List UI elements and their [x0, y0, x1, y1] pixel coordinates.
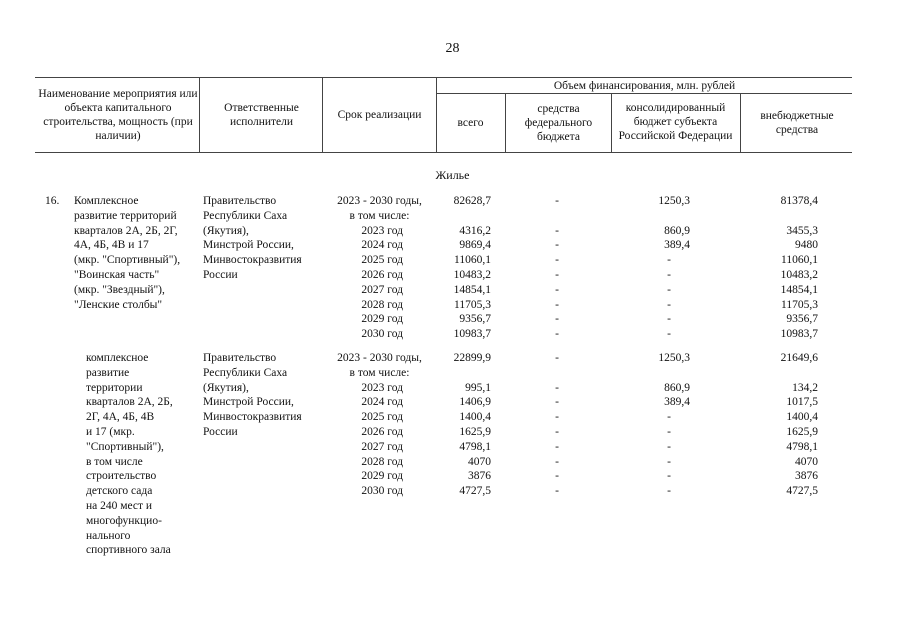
header-divider-1: [199, 77, 200, 152]
row-number: 16.: [45, 195, 60, 207]
header-term-col: Срок реализации: [337, 109, 422, 121]
row-1-responsible: Правительство Республики Саха (Якутия), Минстрой России, Минвостокразвития России: [203, 195, 302, 281]
row-2-federal: - - - - - - - - -: [555, 352, 559, 498]
row-2-name: комплексное развитие территории кварталов 2А, 2Б, 2Г, 4А, 4Б, 4В и 17 (мкр. "Спортивный"), в том числе строительство детского сада на 240 мест и многофункцио- нального спортивного зала: [86, 352, 173, 557]
header-extra-col: внебюджетные средства: [760, 110, 834, 136]
header-divider-6: [740, 93, 741, 152]
row-1-total: 82628,7 4316,2 9869,4 11060,1 10483,2 14854,1 11705,3 9356,7 10983,7: [453, 195, 491, 341]
header-bottom-rule: [35, 152, 852, 153]
row-1-regional: 1250,3 860,9 389,4 - - - - - -: [658, 195, 690, 341]
row-2-term: 2023 - 2030 годы, в том числе: 2023 год 2024 год 2025 год 2026 год 2027 год 2028 год 2029 год 2030 год: [337, 352, 422, 498]
header-federal-col: средства федерального бюджета: [524, 103, 593, 143]
header-responsible-col: Ответственные исполнители: [224, 102, 299, 128]
row-2-total: 22899,9 995,1 1406,9 1400,4 1625,9 4798,1 4070 3876 4727,5: [453, 352, 491, 498]
row-2-extra: 21649,6 134,2 1017,5 1400,4 1625,9 4798,1 4070 3876 4727,5: [780, 352, 818, 498]
page-number: 28: [445, 41, 460, 56]
row-2-responsible: Правительство Республики Саха (Якутия), Минстрой России, Минвостокразвития России: [203, 352, 302, 438]
row-1-name: Комплексное развитие территорий кварталов 2А, 2Б, 2Г, 4А, 4Б, 4В и 17 (мкр. "Спортивный"), "Воинская часть" (мкр. "Звездный"), "Ленские столбы": [74, 195, 181, 311]
section-title: Жилье: [435, 168, 470, 182]
row-1-federal: - - - - - - - - -: [555, 195, 559, 341]
header-name-col: Наименование мероприятия или объекта капитального строительства, мощность (при наличии): [38, 88, 198, 142]
row-1-term: 2023 - 2030 годы, в том числе: 2023 год 2024 год 2025 год 2026 год 2027 год 2028 год 2029 год 2030 год: [337, 195, 422, 341]
header-funding-group: Объем финансирования, млн. рублей: [553, 79, 736, 92]
row-2-regional: 1250,3 860,9 389,4 - - - - - -: [658, 352, 690, 498]
header-total-col: всего: [457, 117, 484, 129]
row-1-extra: 81378,4 3455,3 9480 11060,1 10483,2 14854,1 11705,3 9356,7 10983,7: [780, 195, 818, 341]
header-divider-4: [505, 93, 506, 152]
header-regional-col: консолидированный бюджет субъекта Российской Федерации: [618, 102, 733, 142]
header-divider-2: [322, 77, 323, 152]
